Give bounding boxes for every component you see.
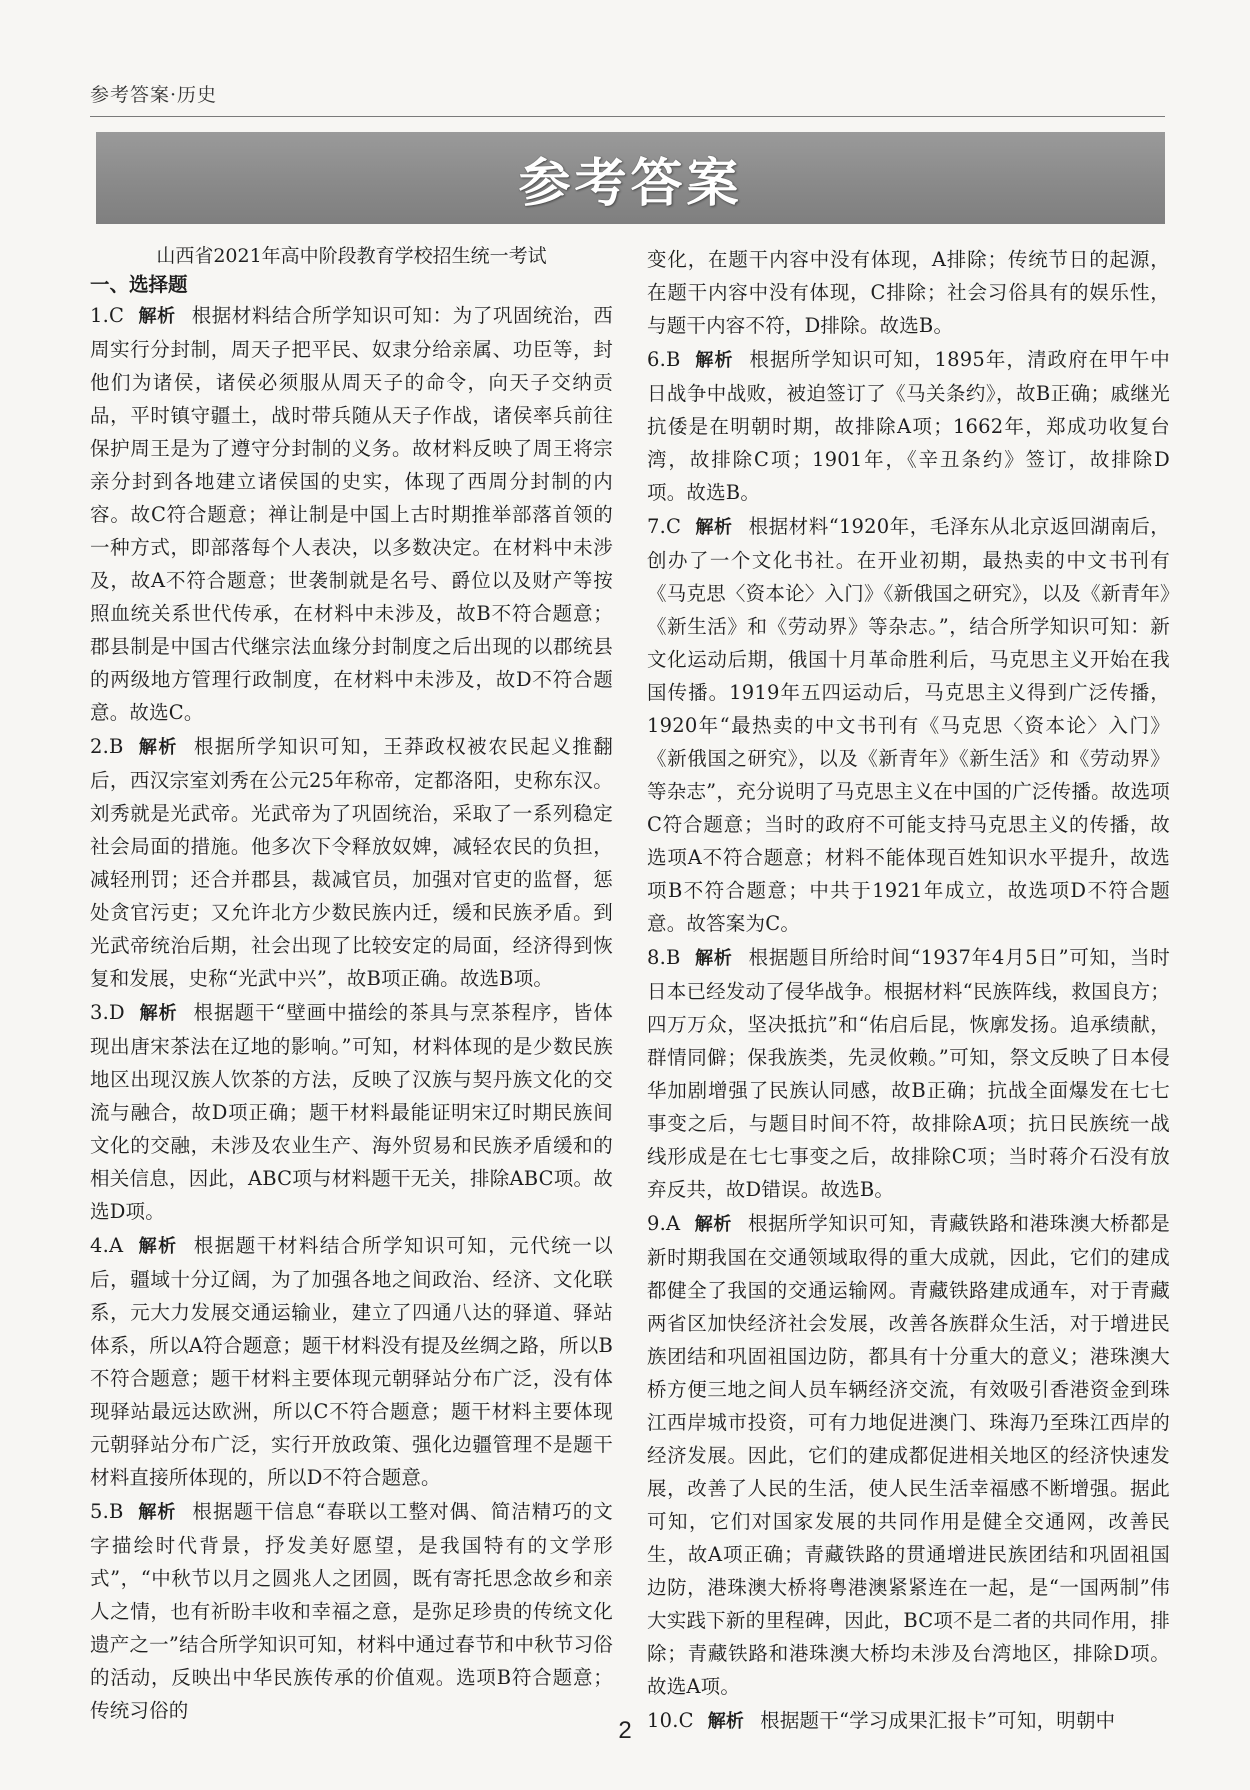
page-number: 2 — [618, 1717, 632, 1744]
analysis-tag: 解析 — [694, 350, 734, 371]
analysis-tag: 解析 — [695, 517, 733, 538]
answer-number: 4.A — [90, 1234, 124, 1257]
answer-item — [90, 1495, 613, 1727]
title-banner — [96, 132, 1165, 224]
analysis-tag: 解析 — [138, 1003, 178, 1024]
answer-text: 根据所学知识可知，青藏铁路和港珠澳大桥都是新时期我国在交通领域取得的重大成就，因此，它们的建成都健全了我国的交通运输网。青藏铁路建成通车，对于青藏两省区加快经济社会发展，改善各族群众生活，对于增进民族团结和巩固祖国边防，都具有十分重大的意义；港珠澳大桥方便三地之间人员车辆经济交流，有效吸引香港资金到珠江西岸城市投资，可有力地促进澳门、珠海乃至珠江西岸的经济发展。因此，它们的建成都促进相关地区的经济快速发展，改善了人民的生活，使人民生活幸福感不断增强。据此可知，它们对国家发展的共同作用是健全交通网，改善民生，故A项正确；青藏铁路的贯通增进民族团结和巩固祖国边防，港珠澳大桥将粤港澳紧紧连在一起，是“一国两制”伟大实践下新的里程碑，因此，BC项不是二者的共同作用，排除；青藏铁路和港珠澳大桥均未涉及台湾地区，排除D项。故选A项。 — [647, 1212, 1170, 1698]
answer-item — [647, 941, 1170, 1206]
answer-number: 2.B — [90, 735, 124, 758]
analysis-tag: 解析 — [137, 1236, 178, 1257]
answer-text: 根据所学知识可知，1895年，清政府在甲午中日战争中战败，被迫签订了《马关条约》，故B正确；戚继光抗倭是在明朝时期，故排除A项；1662年，郑成功收复台湾，故排除C项；1901年，《辛丑条约》签订，故排除D项。故选B。 — [647, 348, 1170, 504]
answer-continuation — [647, 243, 1170, 342]
answer-text: 根据题干信息“春联以工整对偶、简洁精巧的文字描绘时代背景，抒发美好愿望，是我国特有的文学形式”，“中秋节以月之圆兆人之团圆，既有寄托思念故乡和亲人之情，也有祈盼丰收和幸福之意，是弥足珍贵的传统文化遗产之一”结合所学知识可知，材料中通过春节和中秋节习俗的活动，反映出中华民族传承的价值观。选项B符合题意；传统习俗的 — [90, 1500, 614, 1722]
answer-text: 根据题干“学习成果汇报卡”可知，明朝中 — [760, 1709, 1116, 1732]
right-column — [647, 243, 1170, 1732]
answer-number: 8.B — [647, 946, 681, 969]
answer-number: 6.B — [647, 348, 681, 371]
answer-text: 根据所学知识可知，王莽政权被农民起义推翻后，西汉宗室刘秀在公元25年称帝，定都洛阳，史称东汉。刘秀就是光武帝。光武帝为了巩固统治，采取了一系列稳定社会局面的措施。他多次下令释放奴婢，减轻农民的负担，减轻刑罚；还合并郡县，裁减官员，加强对官吏的监督，惩处贪官污吏；又允许北方少数民族内迁，缓和民族矛盾。到光武帝统治后期，社会出现了比较安定的局面，经济得到恢复和发展，史称“光武中兴”，故B项正确。故选B项。 — [90, 735, 613, 990]
banner-title: 参考答案 — [518, 153, 743, 214]
answer-number: 7.C — [647, 515, 682, 538]
exam-title: 山西省2021年高中阶段教育学校招生统一考试 — [156, 245, 547, 267]
answer-columns — [90, 243, 1170, 1732]
answer-text: 变化，在题干内容中没有体现，A排除；传统节日的起源，在题干内容中没有体现，C排除；社会习俗具有的娱乐性，与题干内容不符，D排除。故选B。 — [647, 248, 1170, 337]
section-heading: 一、选择题 — [90, 273, 188, 296]
header-rule — [90, 116, 1165, 117]
analysis-tag: 解析 — [694, 948, 733, 969]
analysis-tag: 解析 — [137, 1502, 177, 1523]
answer-number: 9.A — [647, 1212, 681, 1235]
answer-item — [90, 730, 613, 995]
answer-number: 3.D — [90, 1001, 125, 1024]
answer-item — [647, 1207, 1170, 1703]
answer-item — [647, 343, 1170, 509]
answer-item — [647, 510, 1170, 940]
analysis-tag: 解析 — [694, 1214, 732, 1235]
answer-text: 根据材料“1920年，毛泽东从北京返回湖南后，创办了一个文化书社。在开业初期，最热卖的中文书刊有《马克思〈资本论〉入门》《新俄国之研究》，以及《新青年》《新生活》和《劳动界》等杂志。”，结合所学知识可知：新文化运动后期，俄国十月革命胜利后，马克思主义开始在我国传播。1919年五四运动后，马克思主义得到广泛传播，1920年“最热卖的中文书刊有《马克思〈资本论〉入门》《新俄国之研究》，以及《新青年》《新生活》和《劳动界》等杂志”，充分说明了马克思主义在中国的广泛传播。故选项C符合题意；当时的政府不可能支持马克思主义的传播，故选项A不符合题意；材料不能体现百姓知识水平提升，故选项B不符合题意；中共于1921年成立，故选项D不符合题意。故答案为C。 — [647, 515, 1170, 935]
analysis-tag: 解析 — [137, 737, 178, 758]
left-column — [90, 243, 614, 1722]
analysis-tag: 解析 — [707, 1711, 745, 1732]
answer-item — [90, 299, 613, 729]
answer-text: 根据题干“壁画中描绘的茶具与烹茶程序，皆体现出唐宋茶法在辽地的影响。”可知，材料体现的是少数民族地区出现汉族人饮茶的方法，反映了汉族与契丹族文化的交流与融合，故D项正确；题干材料最能证明宋辽时期民族间文化的交融，未涉及农业生产、海外贸易和民族矛盾缓和的相关信息，因此，ABC项与材料题干无关，排除ABC项。故选D项。 — [90, 1001, 614, 1223]
analysis-tag: 解析 — [138, 306, 176, 327]
running-head: 参考答案·历史 — [90, 84, 218, 106]
answer-text: 根据题干材料结合所学知识可知，元代统一以后，疆域十分辽阔，为了加强各地之间政治、经济、文化联系，元大力发展交通运输业，建立了四通八达的驿道、驿站体系，所以A符合题意；题干材料没有提及丝绸之路，所以B不符合题意；题干材料主要体现元朝驿站分布广泛，没有体现驿站最远达欧洲，所以C不符合题意；题干材料主要体现元朝驿站分布广泛，实行开放政策、强化边疆管理不是题干材料直接所体现的，所以D不符合题意。 — [90, 1234, 613, 1489]
answer-text: 根据材料结合所学知识可知：为了巩固统治，西周实行分封制，周天子把平民、奴隶分给亲属、功臣等，封他们为诸侯，诸侯必须服从周天子的命令，向天子交纳贡品，平时镇守疆土，战时带兵随从天子作战，诸侯率兵前往保护周王是为了遵守分封制的义务。故材料反映了周王将宗亲分封到各地建立诸侯国的史实，体现了西周分封制的内容。故C符合题意；禅让制是中国上古时期推举部落首领的一种方式，即部落每个人表决，以多数决定。在材料中未涉及，故A不符合题意；世袭制就是名号、爵位以及财产等按照血统关系世代传承，在材料中未涉及，故B不符合题意；郡县制是中国古代继宗法血缘分封制度之后出现的以郡统县的两级地方管理行政制度，在材料中未涉及，故D不符合题意。故选C。 — [90, 304, 613, 724]
answer-number: 10.C — [647, 1709, 694, 1732]
answer-text: 根据题目所给时间“1937年4月5日”可知，当时日本已经发动了侵华战争。根据材料“民族阵线，救国良方；四万万众，坚决抵抗”和“佑启后昆，恢廓发扬。追承绩献，群情同僻；保我族类，先灵攸赖。”可知，祭文反映了日本侵华加剧增强了民族认同感，故B正确；抗战全面爆发在七七事变之后，与题目时间不符，故排除A项；抗日民族统一战线形成是在七七事变之后，故排除C项；当时蒋介石没有放弃反共，故D错误。故选B。 — [647, 946, 1170, 1201]
answer-number: 5.B — [90, 1500, 124, 1523]
answer-item — [90, 1229, 613, 1494]
answer-item — [90, 996, 613, 1228]
answer-number: 1.C — [90, 304, 125, 327]
